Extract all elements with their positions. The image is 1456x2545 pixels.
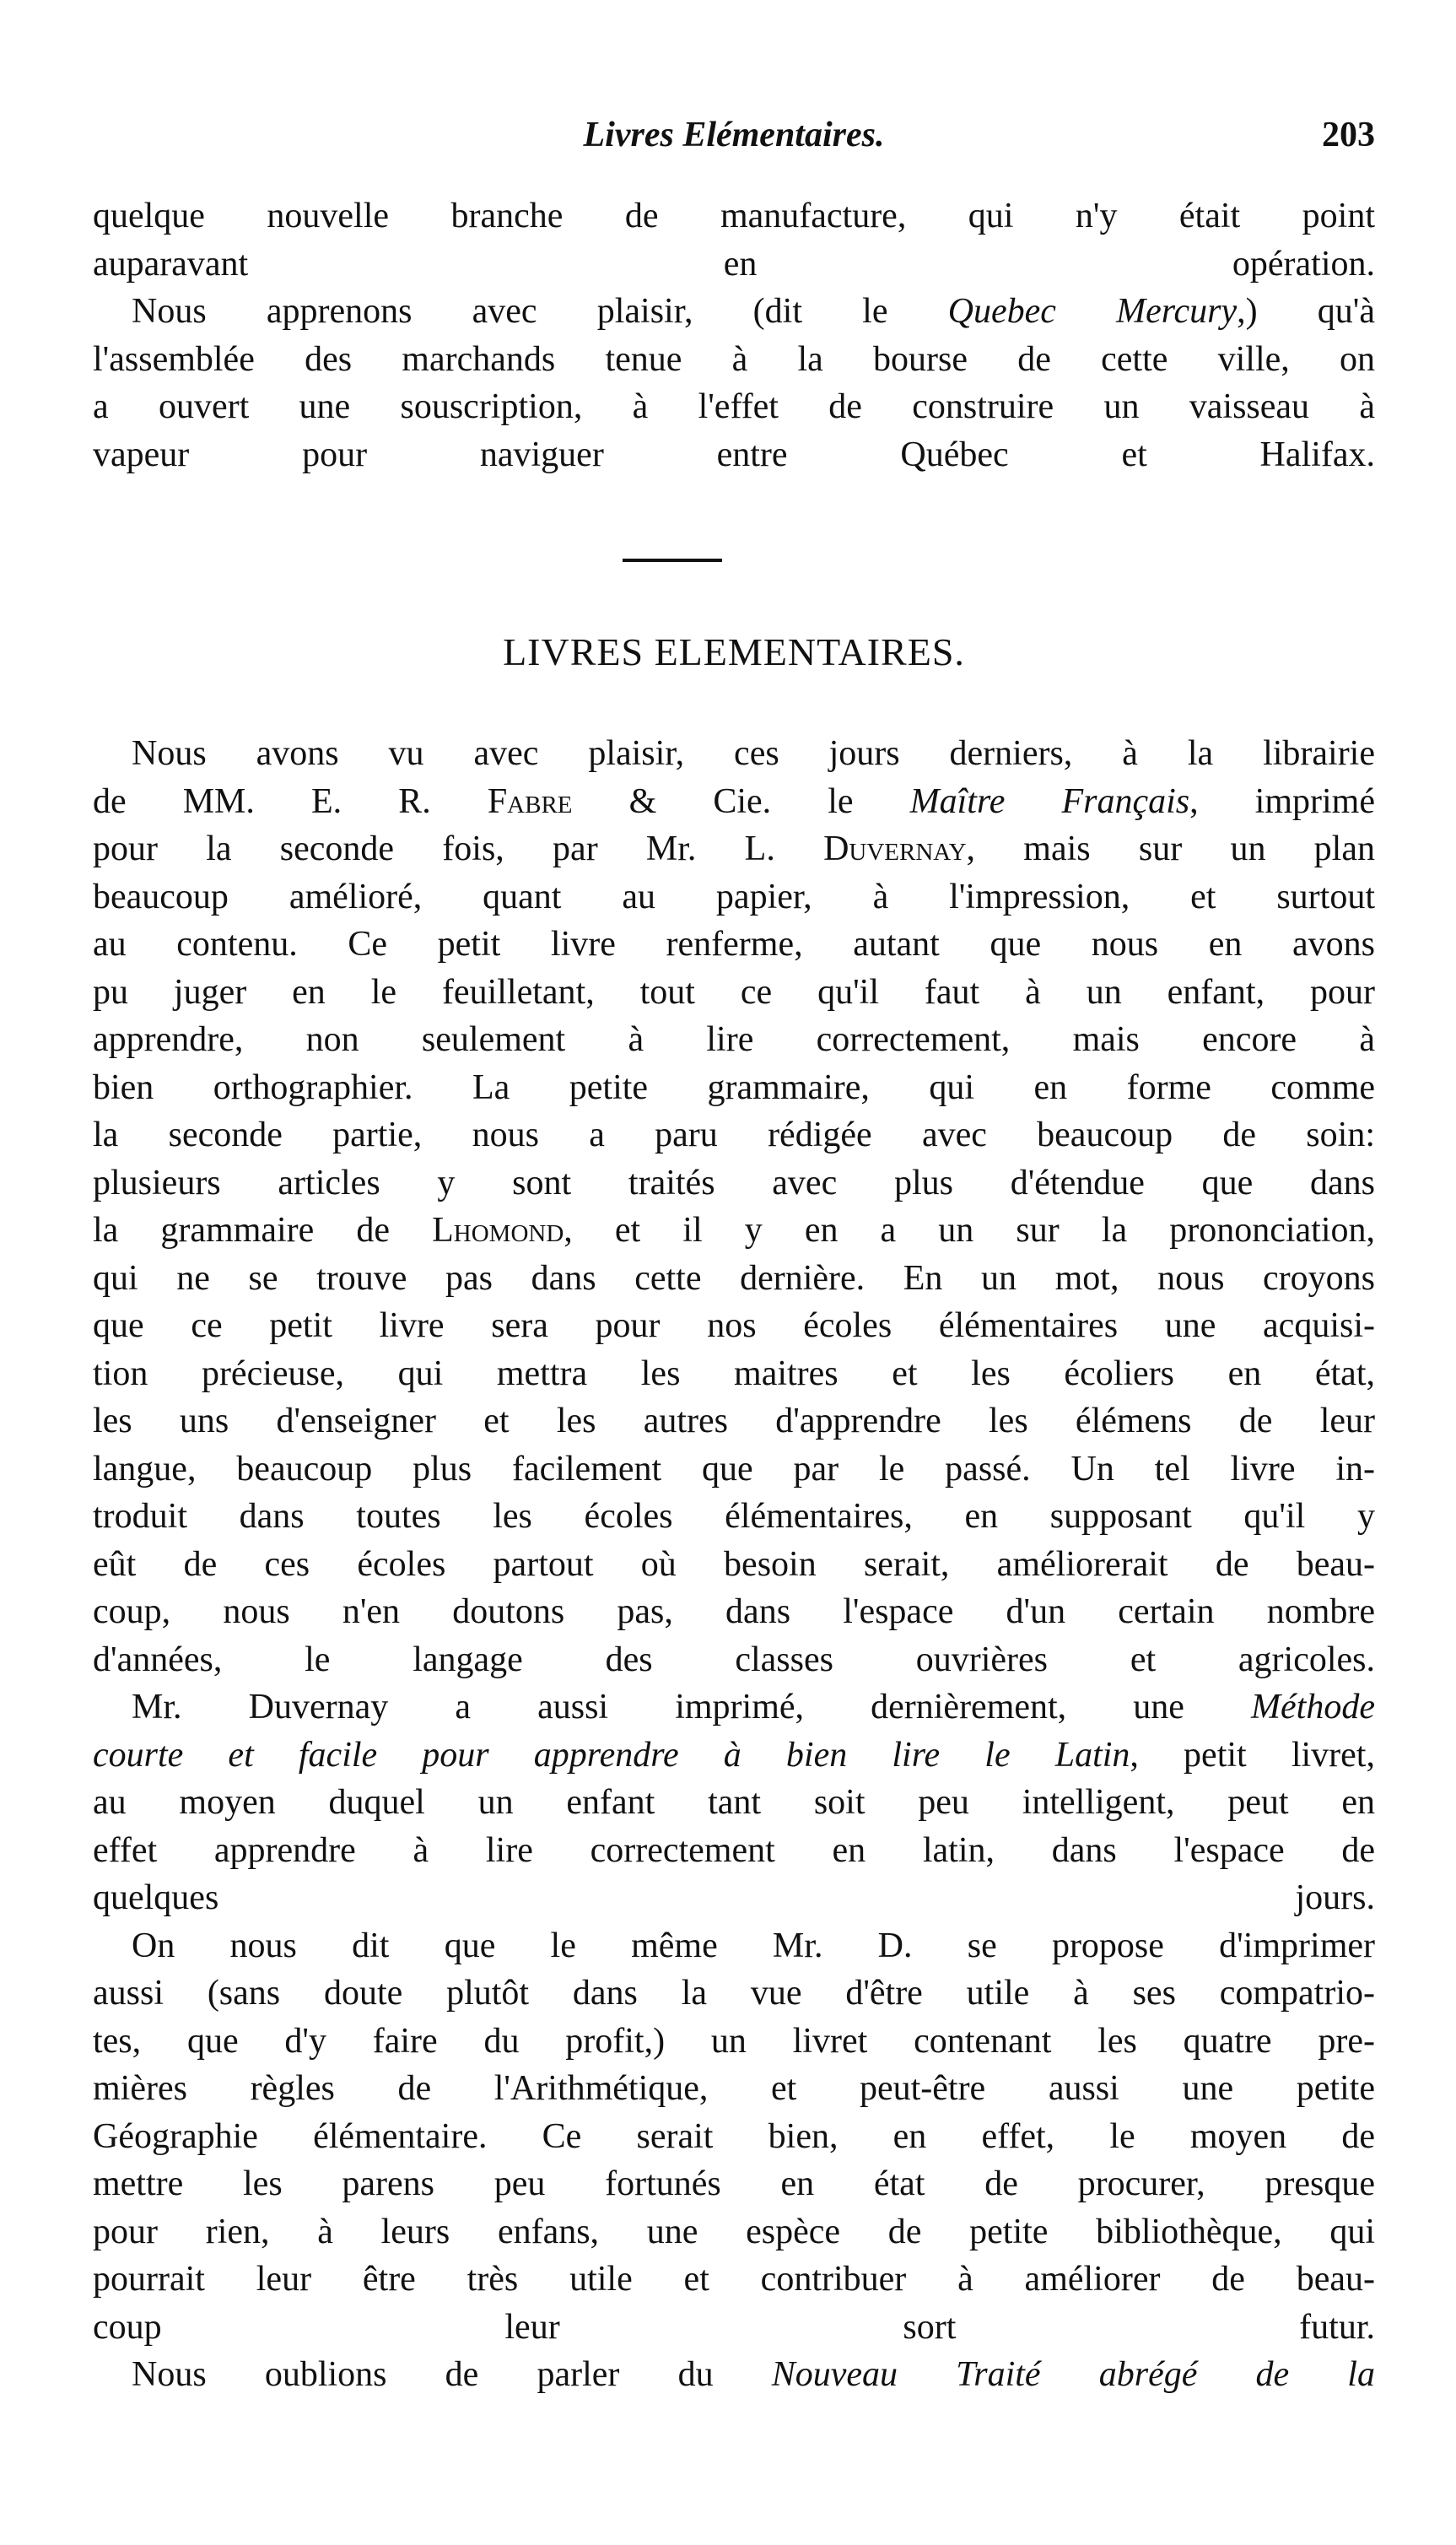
text-line	[93, 1016, 1375, 1064]
text-line	[93, 2018, 1375, 2066]
section-heading: LIVRES ELEMENTAIRES.	[503, 630, 965, 673]
running-title: Livres Elémentaires.	[583, 116, 885, 154]
text-line	[93, 192, 1375, 240]
text-run: quelques jours.	[93, 1878, 1375, 1917]
text-line	[93, 240, 1375, 289]
text-line	[93, 2160, 1375, 2208]
text-run: mettre les parens peu fortunés en état de procurer, presque	[93, 2164, 1375, 2203]
text-line	[93, 1255, 1375, 1303]
text-run: Nous apprenons avec plaisir, (dit le	[132, 292, 948, 331]
book-title: Méthode	[1251, 1688, 1375, 1726]
book-title: Nouveau Traité abrégé de la	[771, 2355, 1375, 2394]
text-run: l'assemblée des marchands tenue à la bourse de cette ville, on	[93, 339, 1375, 379]
continued-text	[93, 192, 1375, 478]
text-run: apprendre, non seulement à lire correctement, mais encore à	[93, 1020, 1375, 1059]
section-divider	[623, 559, 722, 562]
text-line	[93, 336, 1375, 384]
text-run: tes, que d'y faire du profit,) un livret contenant les quatre pre-	[93, 2021, 1375, 2061]
text-run: a ouvert une souscription, à l'effet de construire un vaisseau à	[93, 387, 1375, 426]
text-run: quelque nouvelle branche de manufacture, qui n'y était point	[93, 197, 1375, 235]
text-line	[93, 1541, 1375, 1589]
text-run: , et il y en a un sur la prononciation,	[564, 1211, 1375, 1250]
text-line	[93, 2351, 1375, 2399]
text-run: pour la seconde fois, par Mr. L.	[93, 829, 824, 868]
newspaper-title: Quebec Mercury	[947, 292, 1238, 331]
text-line	[93, 1302, 1375, 1350]
text-line	[93, 1159, 1375, 1208]
text-run: au moyen duquel un enfant tant soit peu intelligent, peut en	[93, 1783, 1375, 1822]
text-line	[93, 873, 1375, 921]
text-run: plusieurs articles y sont traités avec plus d'étendue que dans	[93, 1163, 1375, 1202]
text-line	[93, 1445, 1375, 1494]
text-run: , imprimé	[1189, 781, 1375, 821]
text-run: pu juger en le feuilletant, tout ce qu'il faut à un enfant, pour	[93, 972, 1375, 1012]
publisher-name: Fabre	[487, 781, 573, 821]
text-run: Nous oublions de parler du	[132, 2355, 772, 2394]
text-line	[93, 2065, 1375, 2113]
text-run: eût de ces écoles partout où besoin serait, améliorerait de beau-	[93, 1544, 1375, 1584]
text-run: les uns d'enseigner et les autres d'apprendre les élémens de leur	[93, 1402, 1375, 1440]
text-line	[93, 778, 1375, 826]
text-run: , petit livret,	[1130, 1735, 1375, 1775]
text-line	[93, 383, 1375, 431]
text-run: beaucoup amélioré, quant au papier, à l'impression, et surtout	[93, 877, 1375, 916]
book-title: courte et facile pour apprendre à bien lire le Latin	[93, 1735, 1130, 1775]
text-line	[93, 431, 1375, 479]
text-line	[93, 2256, 1375, 2304]
text-line	[93, 1588, 1375, 1636]
text-line	[93, 1922, 1375, 1970]
text-line	[93, 2304, 1375, 2352]
page-number: 203	[1322, 116, 1375, 154]
author-name: Lhomond	[432, 1211, 564, 1250]
text-run: coup leur sort futur.	[93, 2307, 1375, 2347]
text-run: coup, nous n'en doutons pas, dans l'espace d'un certain nombre	[93, 1592, 1375, 1631]
text-run: Mr. Duvernay a aussi imprimé, dernièrement, une	[132, 1688, 1252, 1726]
text-run: tion précieuse, qui mettra les maitres et les écoliers en état,	[93, 1354, 1375, 1393]
text-run: On nous dit que le même Mr. D. se propose d'imprimer	[132, 1926, 1375, 1965]
text-line	[93, 1493, 1375, 1541]
article-body	[93, 730, 1375, 2399]
text-run: vapeur pour naviguer entre Québec et Halifax.	[93, 435, 1375, 474]
text-run: , mais sur un plan	[966, 829, 1375, 868]
text-line	[93, 1827, 1375, 1875]
text-line	[93, 825, 1375, 873]
text-run: auparavant en opération.	[93, 244, 1375, 284]
text-run: Nous avons vu avec plaisir, ces jours derniers, à la librairie	[132, 734, 1375, 773]
text-run: ,) qu'à	[1237, 292, 1375, 331]
text-line	[93, 2208, 1375, 2256]
text-line	[93, 1064, 1375, 1112]
text-run: & Cie. le	[572, 781, 910, 821]
text-line	[93, 969, 1375, 1017]
text-run: troduit dans toutes les écoles élémentaires, en supposant qu'il y	[93, 1497, 1375, 1536]
text-run: pour rien, à leurs enfans, une espèce de petite bibliothèque, qui	[93, 2212, 1375, 2251]
text-run: que ce petit livre sera pour nos écoles élémentaires une acquisi-	[93, 1306, 1375, 1345]
text-run: bien orthographier. La petite grammaire, qui en forme comme	[93, 1067, 1375, 1107]
text-run: la seconde partie, nous a paru rédigée avec beaucoup de soin:	[93, 1116, 1375, 1154]
text-run: qui ne se trouve pas dans cette dernière. En un mot, nous croyons	[93, 1258, 1375, 1298]
text-line	[93, 288, 1375, 336]
text-run: de MM. E. R.	[93, 781, 488, 821]
text-line	[93, 1636, 1375, 1684]
text-run: effet apprendre à lire correctement en latin, dans l'espace de	[93, 1830, 1375, 1870]
printer-name: Duvernay	[823, 829, 967, 868]
text-run: mières règles de l'Arithmétique, et peut-être aussi une petite	[93, 2069, 1375, 2108]
text-line	[93, 1350, 1375, 1398]
text-line	[93, 2113, 1375, 2161]
text-line	[93, 1397, 1375, 1445]
text-line	[93, 921, 1375, 969]
text-line	[93, 1874, 1375, 1922]
book-title: Maître Français	[909, 781, 1190, 821]
running-header	[93, 110, 1375, 160]
text-line	[93, 1779, 1375, 1827]
text-run: au contenu. Ce petit livre renferme, autant que nous en avons	[93, 925, 1375, 964]
text-line	[93, 1111, 1375, 1159]
text-run: Géographie élémentaire. Ce serait bien, en effet, le moyen de	[93, 2116, 1375, 2156]
text-line	[93, 1207, 1375, 1255]
text-run: langue, beaucoup plus facilement que par le passé. Un tel livre in-	[93, 1449, 1375, 1489]
text-line	[93, 1732, 1375, 1780]
text-run: d'années, le langage des classes ouvrières et agricoles.	[93, 1640, 1375, 1679]
text-run: pourrait leur être très utile et contribuer à améliorer de beau-	[93, 2260, 1375, 2299]
text-run: la grammaire de	[93, 1211, 433, 1250]
text-line	[93, 730, 1375, 778]
text-line	[93, 1683, 1375, 1732]
text-line	[93, 1970, 1375, 2018]
text-run: aussi (sans doute plutôt dans la vue d'être utile à ses compatrio-	[93, 1974, 1375, 2013]
